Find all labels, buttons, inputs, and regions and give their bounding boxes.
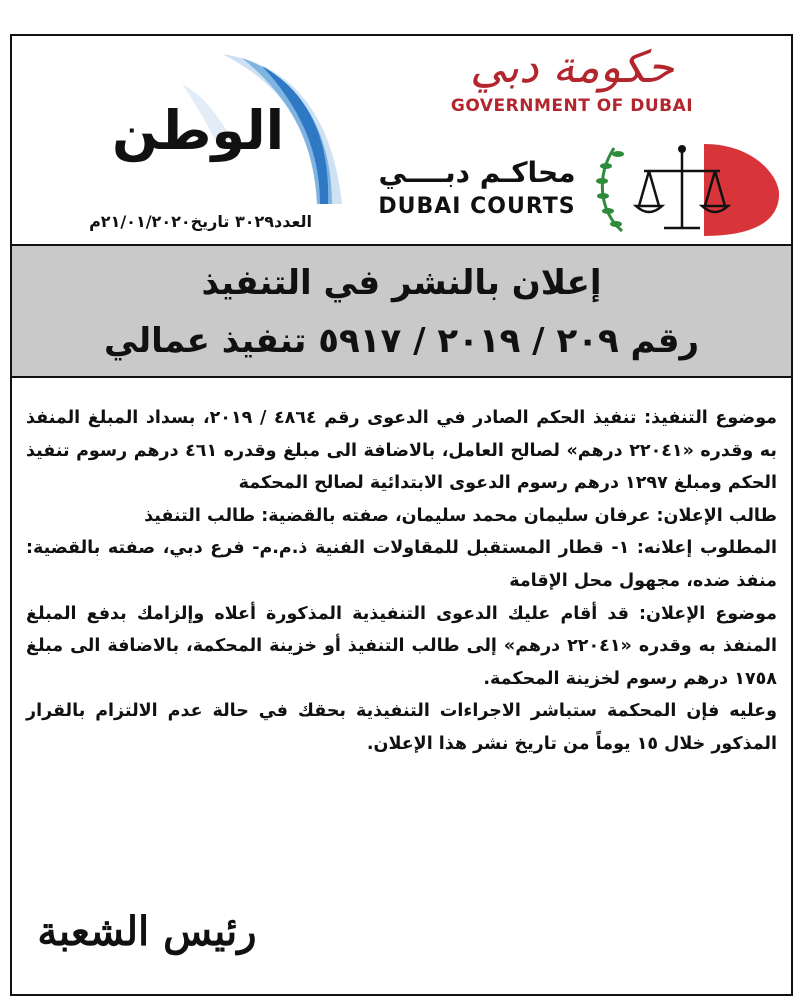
newspaper-masthead (32, 44, 362, 234)
signature: رئيس الشعبة (37, 908, 257, 955)
newspaper-name: الوطن (112, 99, 285, 162)
paragraph-requester: طالب الإعلان: عرفان سليمان محمد سليمان، صفته بالقضية: طالب التنفيذ (144, 505, 777, 526)
government-logo (442, 40, 702, 140)
header (12, 36, 791, 244)
paragraph-execution-subject: موضوع التنفيذ: تنفيذ الحكم الصادر في الدعوى رقم ٤٨٦٤ / ٢٠١٩، بسداد المبلغ المنفذ به وقدره «٢٢٠٤١ درهم» لصالح العامل، بالاضافة الى مبلغ وقدره ٤٦١ درهم رسوم تنفيذ الحكم ومبلغ ١٢٩٧ درهم رسوم الدعوى الابتدائية لصالح المحكمة (26, 408, 778, 494)
paragraph-consequence: وعليه فإن المحكمة ستباشر الاجراءات التنفيذية بحقك في حالة عدم الالتزام بالقرار المذكور خلال ١٥ يوماً من تاريخ نشر هذا الإعلان. (26, 701, 777, 754)
paragraph-notice-subject: موضوع الإعلان: قد أقام عليك الدعوى التنفيذية المذكورة أعلاه وإلزامك بدفع المبلغ المنفذ به وقدره «٢٢٠٤١ درهم» إلى طالب التنفيذ أو خزينة المحكمة، بالاضافة الى مبلغ ١٧٥٨ درهم رسوم لخزينة المحكمة. (26, 603, 777, 689)
government-name-ar: حكومة دبي (470, 42, 674, 93)
notice-title-band (12, 244, 791, 378)
courts-logo (372, 136, 782, 236)
paragraph-respondent: المطلوب إعلانه: ١- قطار المستقبل للمقاولات الفنية ذ.م.م- فرع دبي، صفته بالقضية: منفذ ضده، مجهول محل الإقامة (26, 538, 777, 591)
courts-name-en: DUBAI COURTS (378, 194, 576, 219)
case-number: رقم ٢٠٩ / ٢٠١٩ / ٥٩١٧ تنفيذ عمالي (103, 321, 700, 361)
government-name-en: GOVERNMENT OF DUBAI (450, 96, 694, 116)
notice-title: إعلان بالنشر في التنفيذ (201, 263, 602, 303)
notice-body (26, 402, 777, 761)
courts-name (372, 154, 582, 222)
issue-line: العدد٣٠٢٩ تاريخ٢١/٠١/٢٠٢٠م (89, 212, 312, 231)
scales-of-justice-icon (594, 136, 779, 241)
courts-name-ar: محاكـم دبــــي (378, 156, 576, 189)
notice-frame (10, 34, 793, 996)
